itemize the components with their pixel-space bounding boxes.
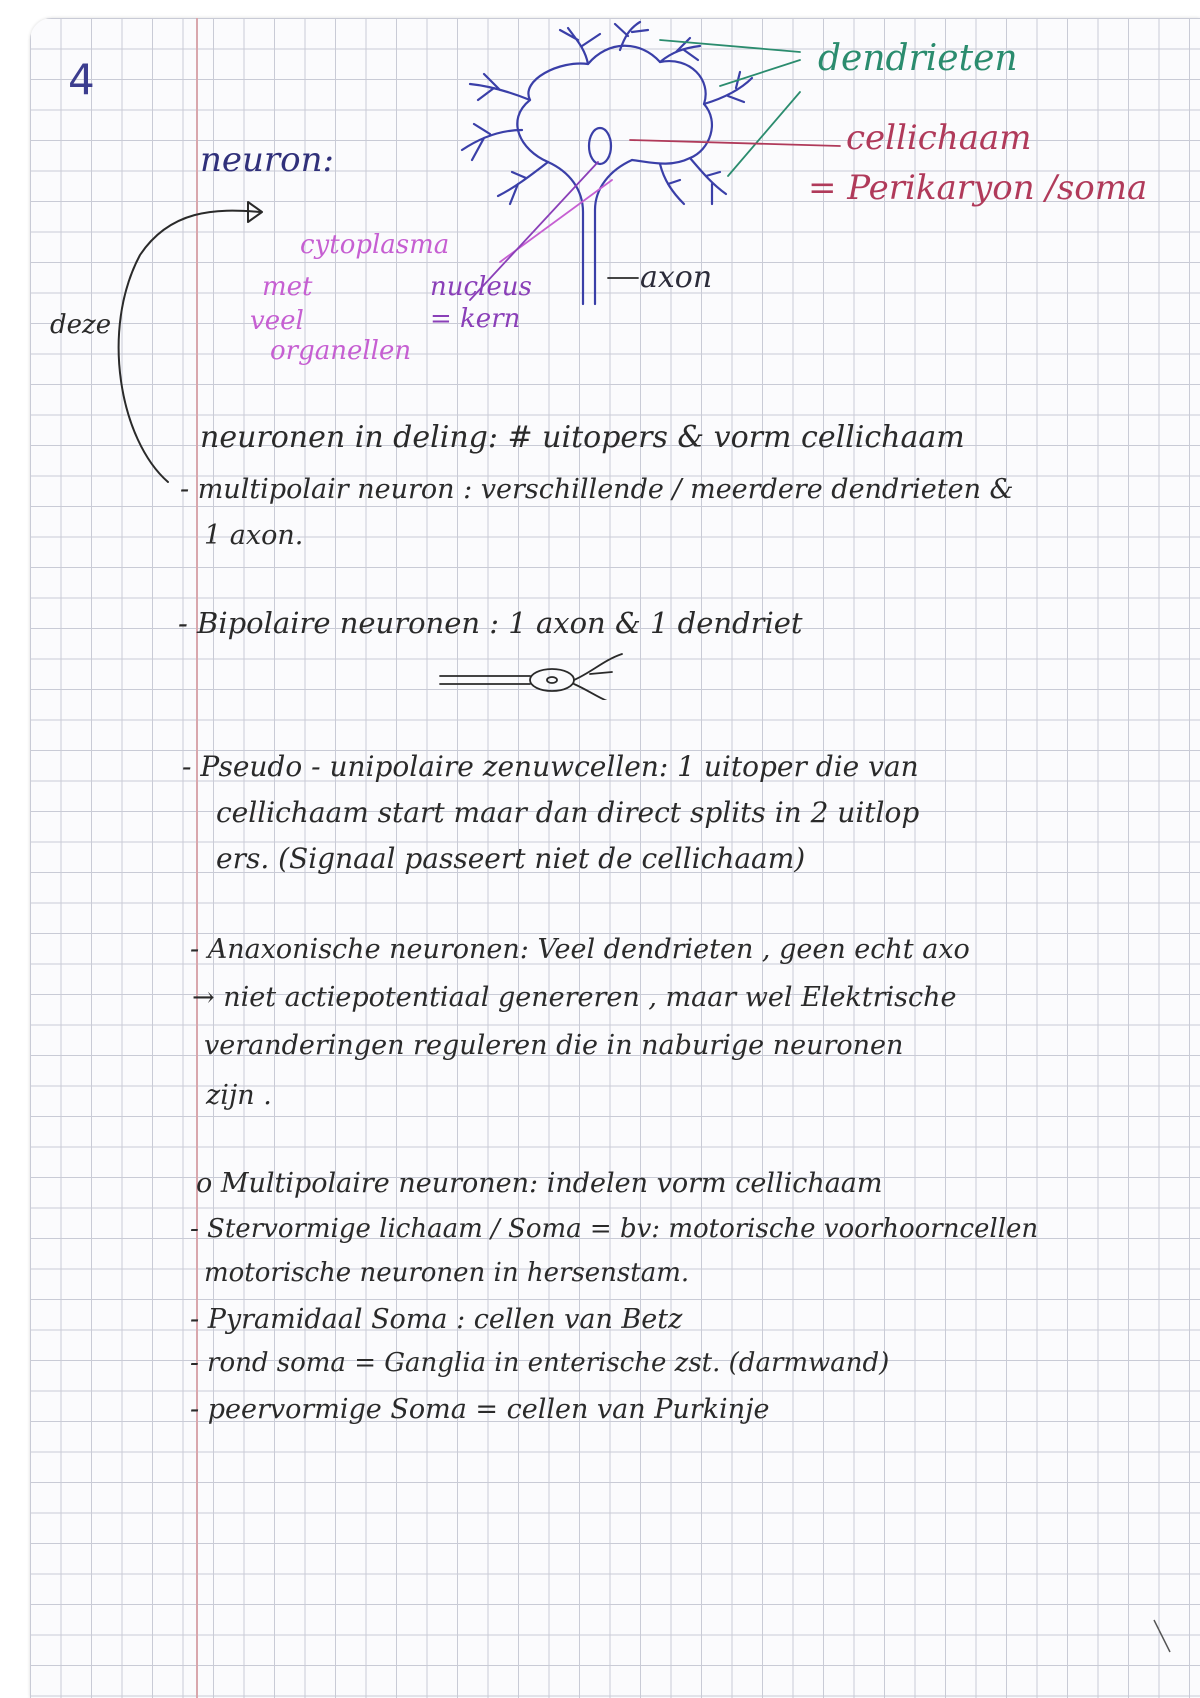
pear-soma-line: - peervormige Soma = cellen van Purkinje xyxy=(190,1394,770,1425)
multipolar-line-1: - multipolair neuron : verschillende / meerdere dendrieten & xyxy=(180,474,1014,505)
diagram-title: neuron: xyxy=(200,140,334,180)
anaxonic-line-3: veranderingen reguleren die in naburige neuronen xyxy=(204,1030,904,1061)
label-organelles: organellen xyxy=(270,336,412,366)
round-soma-line: - rond soma = Ganglia in enterische zst. (darmwand) xyxy=(190,1348,890,1378)
label-met: met xyxy=(262,272,313,302)
pyramidal-line: - Pyramidaal Soma : cellen van Betz xyxy=(190,1304,683,1335)
margin-note: deze xyxy=(50,310,112,340)
pseudo-line-2: cellichaam start maar dan direct splits in 2 uitlop xyxy=(216,796,920,829)
anaxonic-line-4: zijn . xyxy=(206,1080,272,1111)
star-line-2: motorische neuronen in hersenstam. xyxy=(204,1258,690,1288)
notes-heading: neuronen in deling: # uitopers & vorm cellichaam xyxy=(200,420,965,455)
page-number: 4 xyxy=(68,55,95,104)
label-axon: axon xyxy=(640,260,713,295)
pseudo-line-3: ers. (Signaal passeert niet de cellichaam) xyxy=(216,842,806,875)
bipolar-line: - Bipolaire neuronen : 1 axon & 1 dendriet xyxy=(178,606,803,640)
label-veel: veel xyxy=(250,306,304,336)
star-line-1: - Stervormige lichaam / Soma = bv: motorische voorhoorncellen xyxy=(190,1214,1039,1244)
label-nucleus: nucleus xyxy=(430,272,532,302)
soma-heading: o Multipolaire neuronen: indelen vorm cellichaam xyxy=(196,1168,883,1199)
label-dendrites: dendrieten xyxy=(818,38,1018,79)
label-kern: = kern xyxy=(430,304,521,334)
neuron-diagram xyxy=(0,0,1200,700)
label-cell-body: cellichaam xyxy=(846,118,1032,158)
label-perikaryon: = Perikaryon /soma xyxy=(808,168,1148,208)
label-cytoplasm: cytoplasma xyxy=(300,230,450,260)
pseudo-line-1: - Pseudo - unipolaire zenuwcellen: 1 uitoper die van xyxy=(182,750,919,783)
bipolar-sketch xyxy=(440,654,622,700)
multipolar-line-2: 1 axon. xyxy=(204,520,304,551)
anaxonic-line-2: → niet actiepotentiaal genereren , maar wel Elektrische xyxy=(192,982,957,1013)
anaxonic-line-1: - Anaxonische neuronen: Veel dendrieten , geen echt axo xyxy=(190,934,970,965)
